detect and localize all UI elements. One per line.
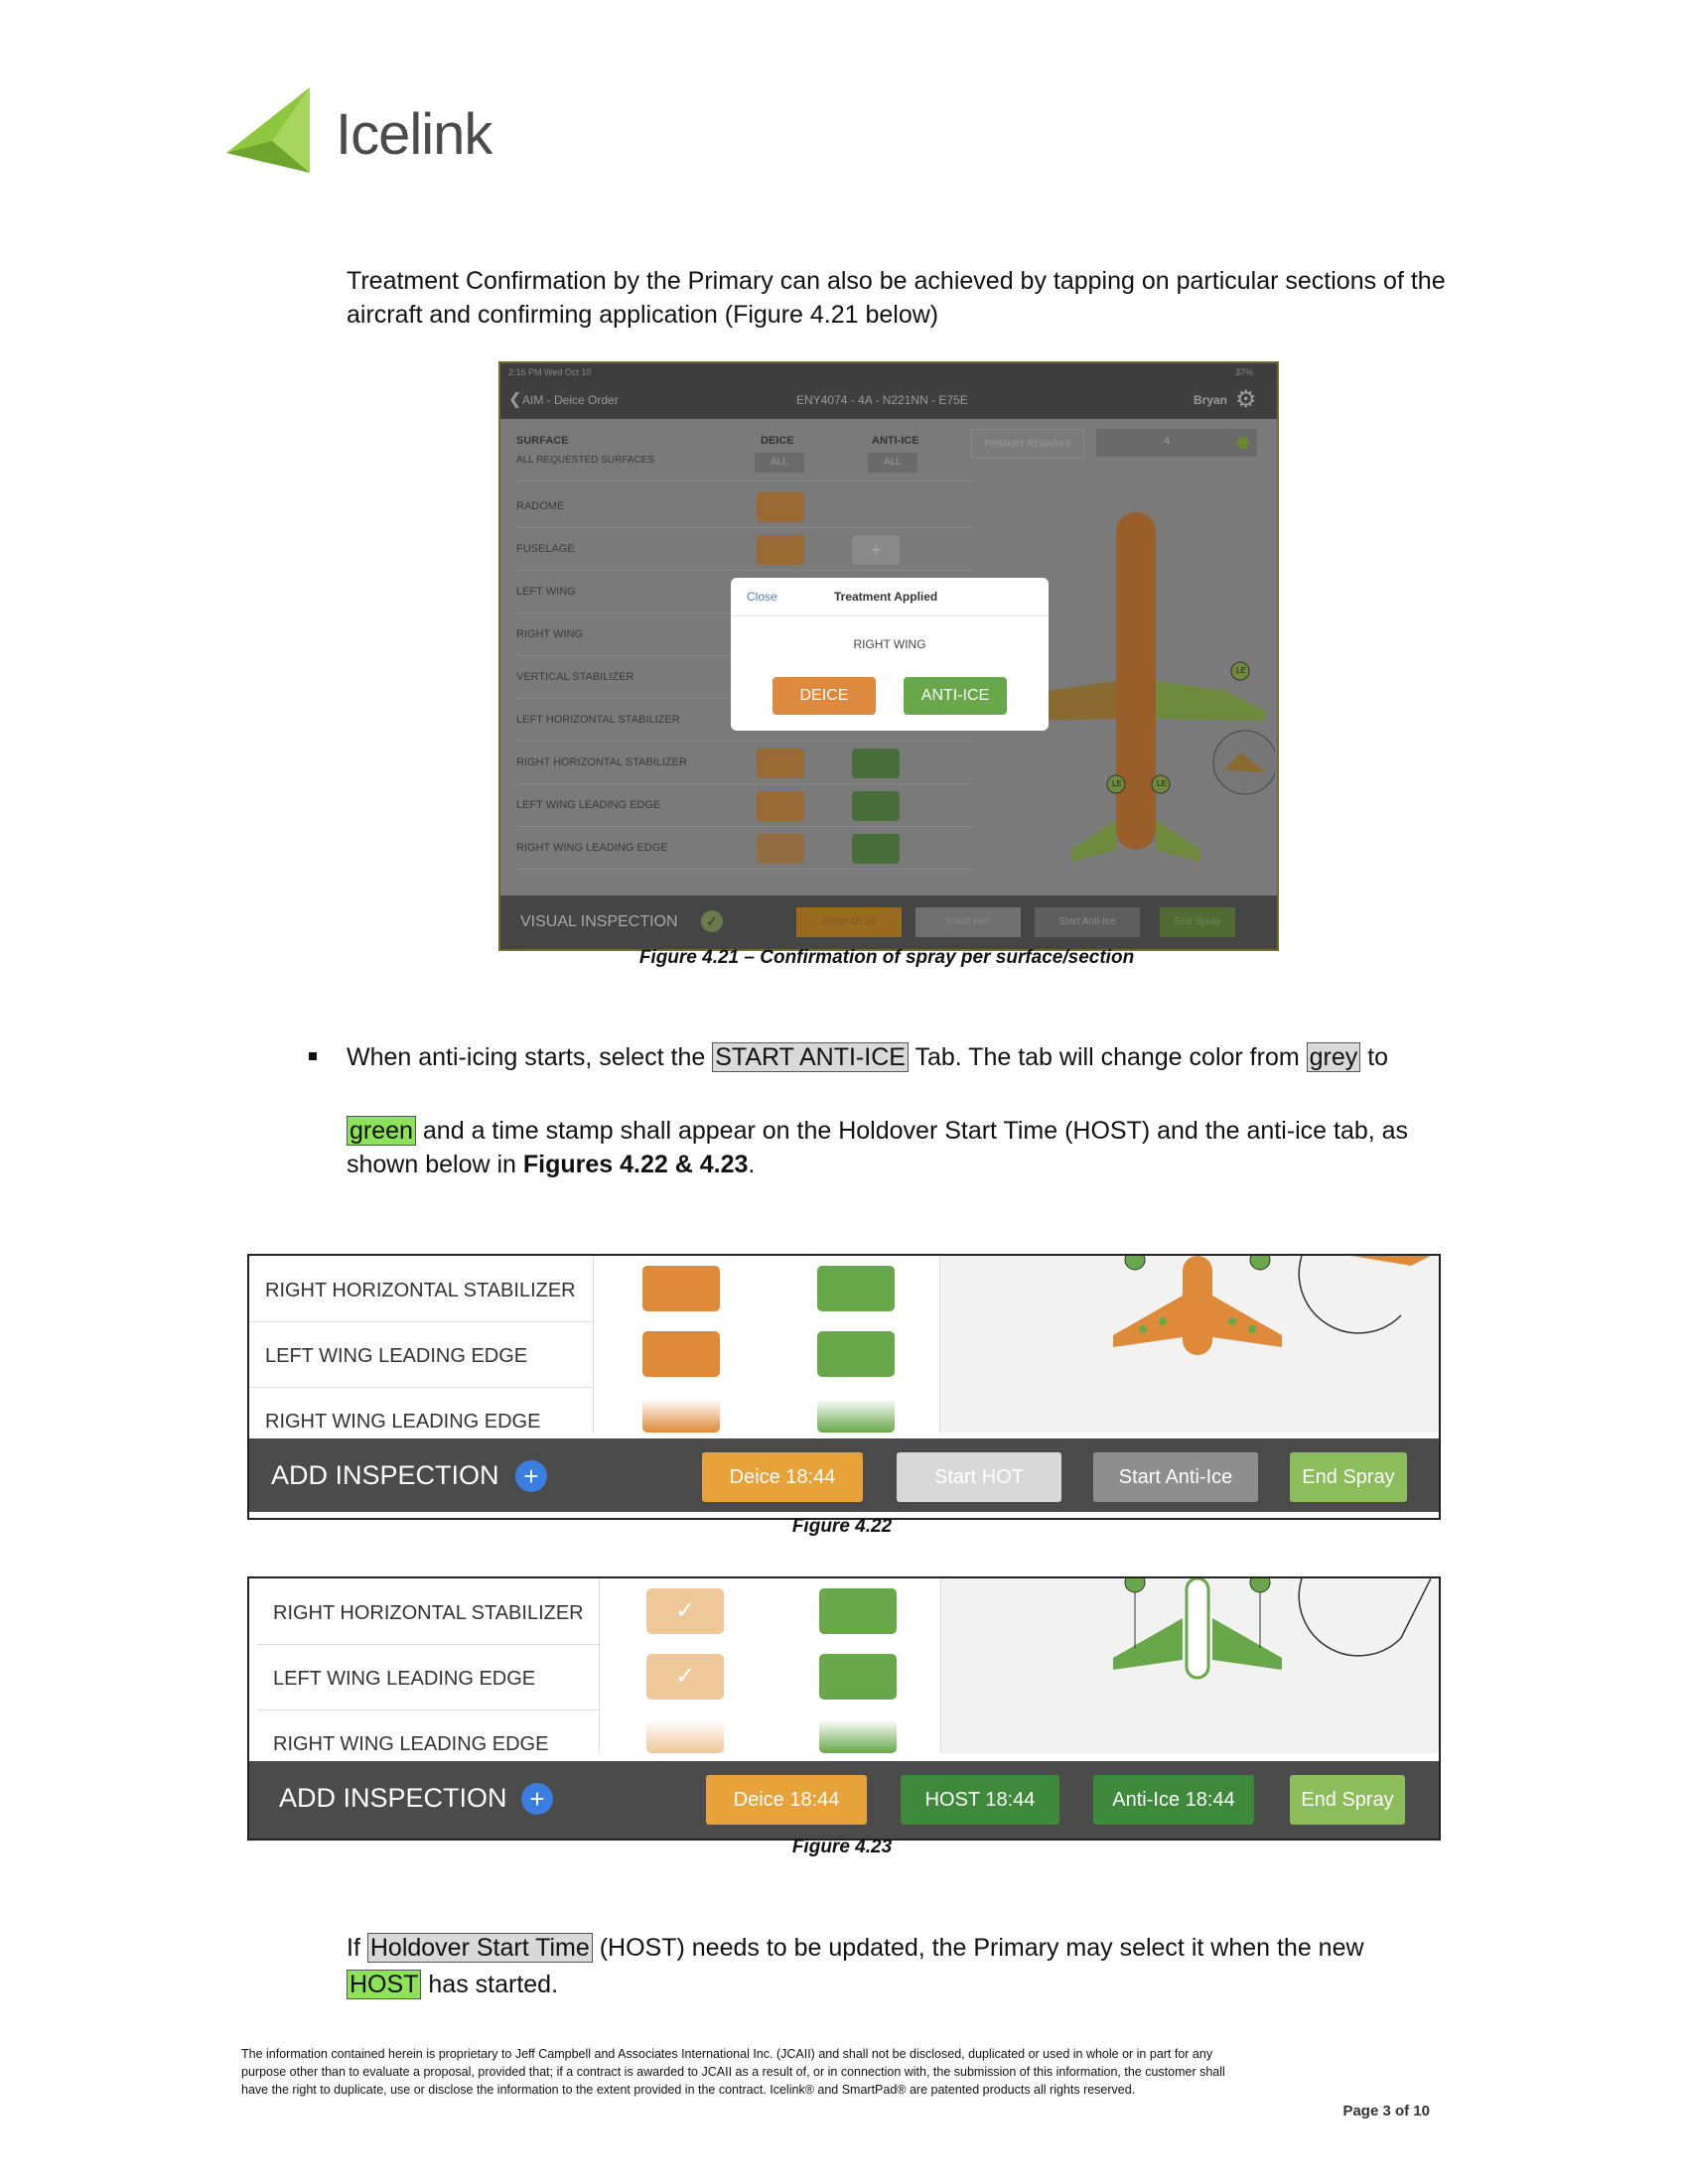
antiice-toggle[interactable] — [817, 1266, 895, 1311]
bullet-paragraph-line2: green and a time stamp shall appear on the Holdover Start Time (HOST) and the anti-ice tab, as shown below in Figures 4.22 & 4.23. — [347, 1117, 1409, 1178]
table-header — [516, 429, 973, 481]
deice-toggle[interactable] — [642, 1399, 720, 1433]
add-inspection-label: ADD INSPECTION — [271, 1460, 499, 1490]
modal-close-link[interactable]: Close — [747, 590, 777, 604]
host-paragraph: If Holdover Start Time (HOST) needs to be updated, the Primary may select it when the new HOST has started. — [347, 1934, 1364, 1998]
antiice-all-button[interactable]: ALL — [868, 453, 917, 473]
inspection-bar — [500, 895, 1277, 949]
modal-surface-label: RIGHT WING — [853, 637, 926, 651]
start-hot-button[interactable]: Start HOT — [897, 1452, 1061, 1502]
antiice-timestamp-button[interactable]: Anti-Ice 18:44 — [1093, 1775, 1254, 1825]
figure-4-23-screenshot — [247, 1576, 1441, 1841]
confidentiality-footer: The information contained herein is proprietary to Jeff Campbell and Associates International Inc. (JCAII) and shall not be disclosed, duplicated or used in whole or in part for any purpose other than to evaluate a proposal, provided that; if a contract is awarded to JCAII as a result of, or in connection with, the submission of this information, the customer shall have the right to duplicate, use or disclose the information to the extent provided in the contract. Icelink® and SmartPad® are patented products all rights reserved. — [241, 2047, 1225, 2097]
modal-antiice-button[interactable]: ANTI-ICE — [904, 677, 1007, 715]
remarks-count: 4 — [1164, 435, 1171, 447]
antiice-toggle[interactable] — [817, 1331, 895, 1377]
inspection-bar — [249, 1761, 1439, 1839]
col-antiice: ANTI-ICE — [872, 435, 919, 447]
treatment-applied-modal — [731, 578, 1049, 731]
deice-timestamp-button[interactable]: Deice 18:44 — [702, 1452, 863, 1502]
antiice-toggle[interactable] — [819, 1719, 897, 1753]
green-highlight: green — [347, 1116, 416, 1146]
table-row[interactable]: LEFT WING LEADING EDGE — [249, 1321, 593, 1388]
table-row[interactable]: FUSELAGE — [516, 527, 973, 571]
le-badge: LE — [1236, 666, 1246, 675]
deice-toggle[interactable] — [757, 749, 804, 778]
nav-title: ENY4074 - 4A - N221NN - E75E — [796, 393, 968, 407]
table-row[interactable]: LEFT WING — [516, 570, 973, 614]
right-wing-section — [1156, 681, 1265, 721]
deice-toggle[interactable] — [642, 1331, 720, 1377]
deice-toggle[interactable] — [757, 791, 804, 821]
antiice-toggle[interactable] — [852, 834, 900, 864]
host-timestamp-button[interactable]: HOST 18:44 — [901, 1775, 1059, 1825]
col-surface: SURFACE — [516, 435, 569, 447]
deice-toggle[interactable] — [757, 535, 804, 565]
remarks-count-field[interactable] — [1096, 429, 1257, 457]
page-number: Page 3 of 10 — [1342, 2103, 1430, 2119]
deice-all-button[interactable]: ALL — [755, 453, 804, 473]
add-inspection-label: ADD INSPECTION — [279, 1783, 507, 1813]
table-row[interactable]: RIGHT HORIZONTAL STABILIZER — [249, 1256, 593, 1322]
end-spray-button[interactable]: End Spray — [1160, 907, 1235, 937]
add-plus-icon[interactable]: + — [521, 1783, 553, 1815]
end-spray-button[interactable]: End Spray — [1290, 1452, 1407, 1502]
antiice-toggle[interactable] — [819, 1588, 897, 1634]
check-icon: ✓ — [701, 910, 723, 932]
antiice-toggle[interactable] — [852, 791, 900, 821]
deice-checked-toggle[interactable]: ✓ — [646, 1654, 724, 1700]
modal-deice-button[interactable]: DEICE — [773, 677, 876, 715]
deice-timestamp-button[interactable]: Deice 18:16 — [796, 907, 902, 937]
right-stabilizer-section — [1156, 820, 1200, 862]
table-row[interactable]: LEFT WING LEADING EDGE — [516, 783, 973, 827]
add-plus-icon[interactable]: + — [515, 1460, 547, 1492]
table-row[interactable]: VERTICAL STABILIZER — [516, 655, 973, 699]
back-link[interactable]: AIM - Deice Order — [522, 393, 619, 407]
user-name: Bryan — [1194, 393, 1228, 407]
aircraft-diagram[interactable] — [1103, 1578, 1431, 1753]
start-antiice-highlight: START ANTI-ICE — [712, 1042, 909, 1072]
primary-remarks-field[interactable]: PRIMARY REMARKS — [971, 429, 1084, 459]
le-badge: LE — [1157, 779, 1167, 788]
deice-checked-toggle[interactable] — [646, 1719, 724, 1753]
table-row[interactable]: RIGHT WING LEADING EDGE — [273, 1733, 549, 1753]
nav-bar — [500, 381, 1277, 419]
antiice-toggle[interactable] — [819, 1654, 897, 1700]
deice-timestamp-button[interactable]: Deice 18:44 — [706, 1775, 867, 1825]
figure-4-22-caption: Figure 4.22 — [791, 1516, 893, 1537]
bullet-paragraph-line1: When anti-icing starts, select the START ANTI-ICE Tab. The tab will change color from grey to — [347, 1043, 1389, 1071]
table-row[interactable]: RADOME — [516, 484, 973, 528]
antiice-add-toggle[interactable]: + — [852, 535, 900, 565]
grey-highlight: grey — [1307, 1042, 1361, 1072]
aircraft-diagram[interactable] — [1103, 1256, 1431, 1433]
figures-reference: Figures 4.22 & 4.23 — [522, 1151, 749, 1178]
table-row[interactable]: RIGHT HORIZONTAL STABILIZER — [257, 1578, 601, 1645]
left-stabilizer-section — [1071, 820, 1116, 862]
remarks-status-dot — [1237, 437, 1249, 449]
table-row[interactable]: LEFT WING LEADING EDGE — [257, 1644, 601, 1710]
deice-toggle[interactable] — [757, 492, 804, 522]
intro-paragraph: Treatment Confirmation by the Primary can also be achieved by tapping on particular sections of the aircraft and confirming application (Figure 4.21 below) — [347, 267, 1446, 329]
visual-inspection-label: VISUAL INSPECTION — [520, 913, 678, 930]
table-row[interactable]: RIGHT WING LEADING EDGE — [516, 826, 973, 870]
antiice-toggle[interactable] — [852, 749, 900, 778]
antiice-toggle[interactable] — [817, 1399, 895, 1433]
deice-toggle[interactable] — [757, 834, 804, 864]
start-hot-button[interactable]: START HOT — [915, 907, 1021, 937]
back-chevron-icon[interactable]: ❮ — [508, 391, 522, 408]
modal-title: Treatment Applied — [834, 590, 938, 604]
figure-4-21-screenshot — [498, 361, 1279, 951]
col-deice: DEICE — [761, 435, 794, 447]
start-antiice-button[interactable]: Start Anti-Ice — [1093, 1452, 1258, 1502]
table-row[interactable]: RIGHT WING — [516, 613, 973, 656]
battery-percent: 37% — [1234, 367, 1253, 377]
icelink-logo-icon — [226, 87, 312, 173]
le-badge: LE — [1112, 779, 1122, 788]
table-row[interactable]: RIGHT HORIZONTAL STABILIZER — [516, 741, 973, 784]
figure-4-21-caption: Figure 4.21 – Confirmation of spray per surface/section — [638, 947, 1135, 968]
all-requested-surfaces: ALL REQUESTED SURFACES — [516, 455, 655, 466]
status-bar — [500, 363, 1277, 381]
icelink-logo — [226, 87, 492, 173]
table-row[interactable]: LEFT HORIZONTAL STABILIZER — [516, 698, 973, 742]
table-row[interactable]: RIGHT WING LEADING EDGE — [265, 1411, 541, 1433]
bullet-square-icon — [309, 1052, 317, 1060]
host-highlight: HOST — [347, 1970, 421, 1999]
figure-4-23-caption: Figure 4.23 — [791, 1837, 893, 1857]
logo-brand-text: Icelink — [336, 102, 492, 167]
status-time: 2:16 PM Wed Oct 10 — [508, 367, 592, 377]
end-spray-button[interactable]: End Spray — [1290, 1775, 1405, 1825]
holdover-start-time-highlight: Holdover Start Time — [367, 1933, 593, 1963]
gear-icon[interactable]: ⚙ — [1235, 386, 1257, 413]
figure-4-22-screenshot — [247, 1254, 1441, 1520]
deice-checked-toggle[interactable]: ✓ — [646, 1588, 724, 1634]
start-antiice-button[interactable]: Start Anti-Ice — [1035, 907, 1140, 937]
inspection-bar — [249, 1438, 1439, 1512]
fuselage-section — [1116, 512, 1156, 850]
deice-toggle[interactable] — [642, 1266, 720, 1311]
